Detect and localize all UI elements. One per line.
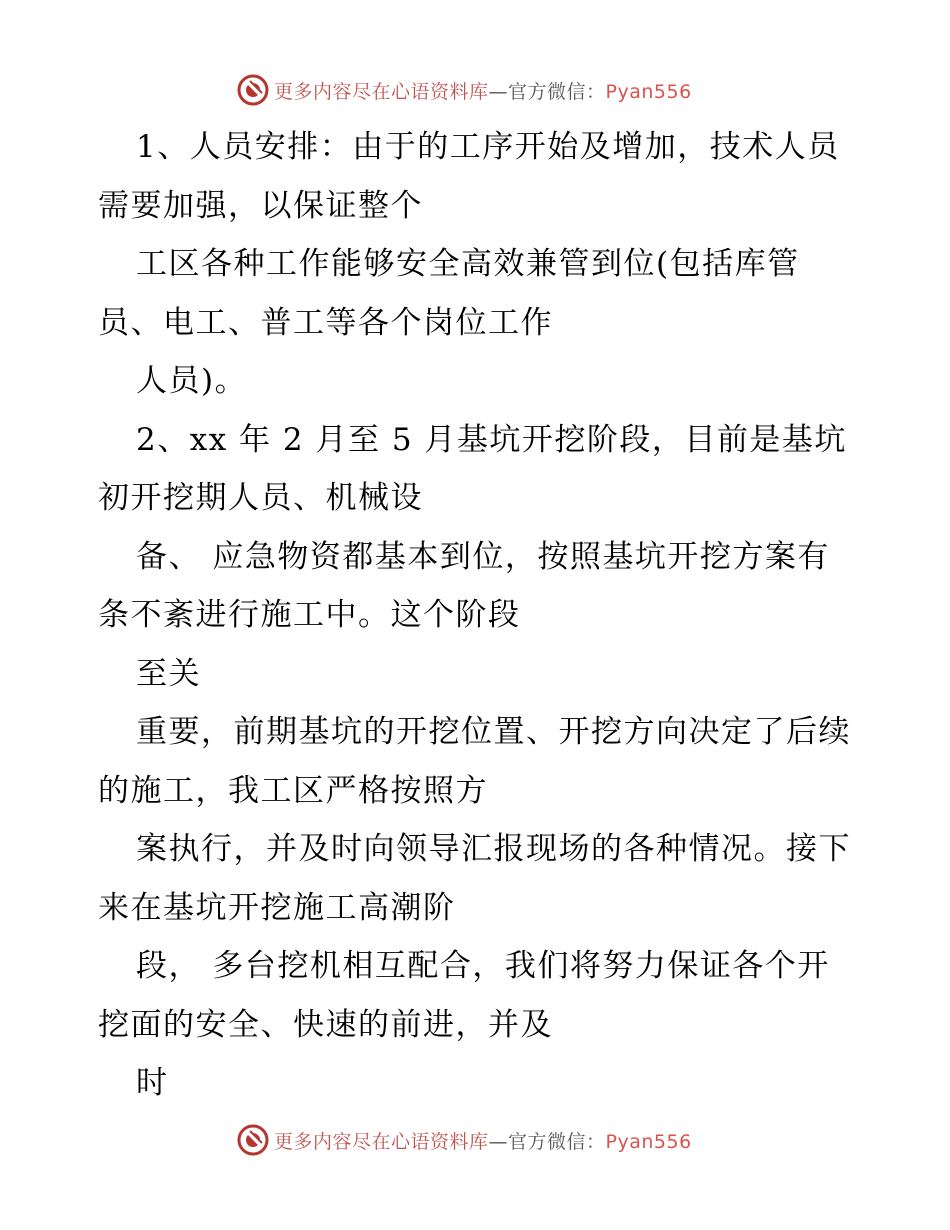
banner-wechat-label: 官方微信： (508, 1130, 606, 1153)
banner-wechat-id: Pyan556 (605, 1130, 692, 1153)
paragraph: 工区各种工作能够安全高效兼管到位(包括库管员、电工、普工等各个岗位工作 (98, 246, 800, 341)
banner-separator: — (488, 1130, 509, 1153)
banner-text (274, 77, 692, 104)
banner-wechat-label: 官方微信： (508, 80, 606, 103)
paragraph: 人员)。 (136, 363, 248, 399)
paragraph: 备、 应急物资都基本到位，按照基坑开挖方案有条不紊进行施工中。这个阶段 (98, 538, 830, 633)
banner-brand: 更多内容尽在心语资料库 (274, 80, 489, 103)
paragraph: 时 (136, 1065, 169, 1101)
footer-banner (236, 1122, 692, 1158)
paragraph: 重要，前期基坑的开挖位置、开挖方向决定了后续的施工，我工区严格按照方 (98, 714, 851, 809)
banner-brand: 更多内容尽在心语资料库 (274, 1130, 489, 1153)
header-banner (236, 72, 692, 108)
paragraph: 2、xx 年 2 月至 5 月基坑开挖阶段，目前是基坑初开挖期人员、机械设 (98, 421, 847, 516)
brand-logo-icon (236, 73, 270, 107)
paragraph: 至关 (136, 655, 201, 692)
banner-separator: — (488, 80, 509, 103)
paragraph: 段， 多台挖机相互配合，我们将努力保证各个开挖面的安全、快速的前进，并及 (98, 948, 830, 1043)
document-body (98, 118, 858, 1113)
brand-logo-icon (236, 1123, 270, 1157)
banner-text (274, 1127, 692, 1154)
banner-wechat-id: Pyan556 (605, 80, 692, 103)
paragraph: 1、人员安排：由于的工序开始及增加，技术人员需要加强，以保证整个 (98, 129, 840, 224)
paragraph: 案执行，并及时向领导汇报现场的各种情况。接下来在基坑开挖施工高潮阶 (98, 831, 851, 926)
